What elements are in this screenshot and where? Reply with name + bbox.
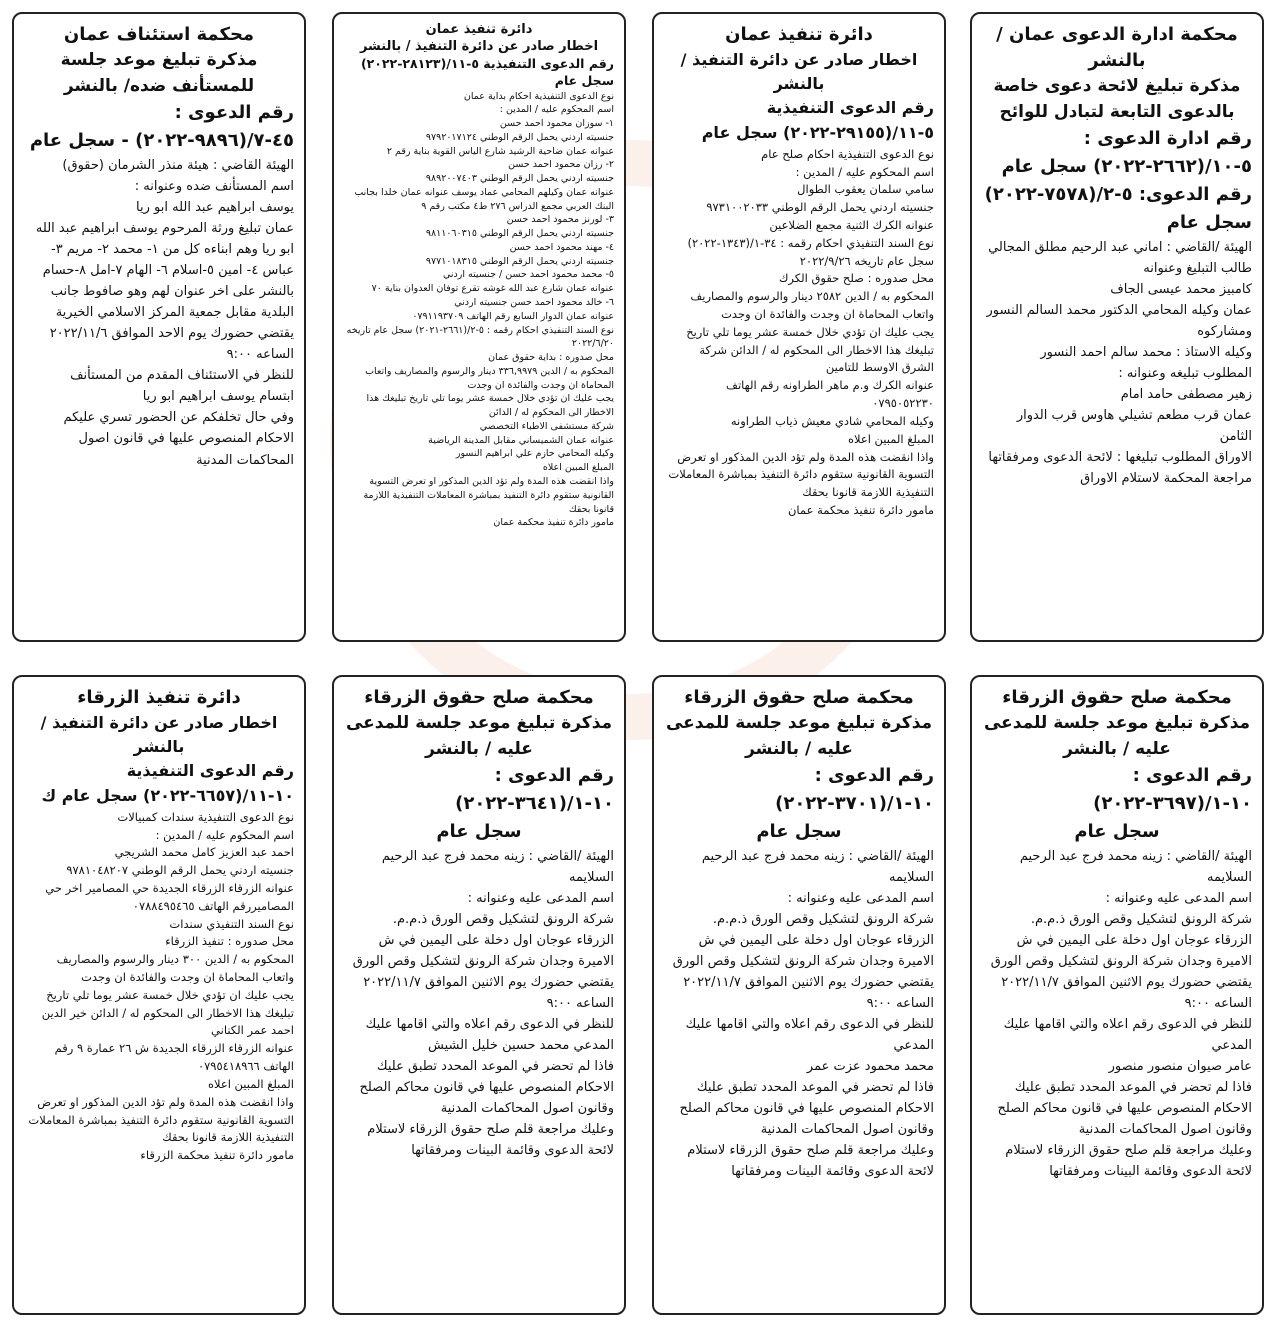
notice-line: زهير مصطفى حامد امام (1120, 387, 1252, 403)
notice-line: مامور دائرة تنفيذ محكمة عمان (493, 517, 614, 529)
notice-line: الهيئة /القاضي : اماني عبد الرحيم مطلق المجالي (988, 239, 1252, 255)
notice-line: الهيئة /القاضي : زينه محمد فرج عبد الرحيم السلايمه (381, 848, 614, 885)
notice-line: وعليك مراجعة قلم صلح حقوق الزرقاء لاستلام لائحة الدعوى وقائمة البينات ومرفقاتها (1005, 1143, 1252, 1180)
notice-line: اسم المدعى عليه وعنوانه : (467, 890, 614, 906)
notice-line: شركة الرونق لتشكيل وقص الورق ذ.م.م. (712, 911, 934, 927)
notice-subtitle: مذكرة تبليغ موعد جلسة للمستأنف ضده/ بالنشر (60, 50, 258, 96)
notice-line: اسم المدعى عليه وعنوانه : (787, 890, 934, 906)
notice-line: عنوانه الزرقاء الزرقاء الجديدة حي المصامير اخر حي المصاميررقم الهاتف ٠٧٨٨٤٩٥٤٦٥ (45, 880, 294, 913)
notice-body (982, 237, 1252, 490)
notice-line: اسم المدعى عليه وعنوانه : (1105, 890, 1252, 906)
notice-line: عنوانه عمان شارع عبد الله غوشه تقرع توفان العدوان بناية ٧٠ (371, 283, 614, 295)
notice-line: المطلوب تبليغه وعنوانه : (1118, 366, 1252, 382)
notice-subtitle: اخطار صادر عن دائرة التنفيذ / بالنشر (359, 38, 599, 54)
notice-line: نوع الدعوى التنفيذية احكام صلح عام (761, 146, 934, 161)
notice-line: واذا انقضت هذه المدة ولم تؤد الدين المذكور او تعرض التسوية القانونية ستقوم دائرة التنفيذ بمباشرة المعاملات التنفيذية اللازمة قانونا بحقك (668, 449, 934, 500)
notice-subtitle: مذكرة تبليغ موعد جلسة للمدعى عليه / بالنشر (345, 713, 613, 759)
notice-line: اسم المحكوم عليه / المدين : (499, 104, 614, 116)
notice-amman-execution-2 (332, 12, 626, 642)
notice-line: عنوانه الكرك و.م ماهر الطراونه رقم الهاتف ٠٧٩٥٠٥٢٢٣٠ (726, 378, 934, 411)
notice-line: فاذا لم تحضر في الموعد المحدد تطبق عليك الاحكام المنصوص عليها في قانون محاكم الصلح وقانون اصول المحاكمات المدنية (359, 1059, 614, 1117)
notice-line: وعليك مراجعة قلم صلح حقوق الزرقاء لاستلام لائحة الدعوى وقائمة البينات ومرفقاتها (687, 1143, 934, 1180)
notice-line: المبلغ المبين اعلاه (542, 462, 614, 474)
notice-title: محكمة صلح حقوق الزرقاء (1002, 687, 1232, 708)
notice-line: عنوانه عمان ضاحية الرشيد شارع الياس القوية بناية رقم ٢ (386, 145, 614, 157)
notice-line: نوع السند التنفيذي سندات (169, 916, 294, 931)
notice-line: يقتضي حضورك يوم الاثنين الموافق ٢٠٢٢/١١/٧ الساعه ٩:٠٠ (683, 975, 934, 1012)
notice-line: عمان قرب مطعم تشيلي هاوس قرب الدوار الثامن (1016, 408, 1252, 445)
notice-zarqa-civil-3701 (652, 675, 946, 1315)
case-number: رقم الدعوى : ١٠-١/(٣٦٤١-٢٠٢٢) (455, 765, 614, 814)
notice-amman-appeal (12, 12, 306, 642)
notice-line: محل صدوره : تنفيذ الزرقاء (165, 934, 294, 949)
notice-line: الهيئة /القاضي : زينه محمد فرج عبد الرحيم السلايمه (1019, 848, 1252, 885)
notice-amman-execution-1 (652, 12, 946, 642)
notice-line: وكيله المحامي شادي معيش ذياب الطراونه (730, 413, 934, 428)
notice-line: جنسيته اردني يحمل الرقم الوطني ٩٨٩٢٠٠٧٤٠٣ (425, 173, 614, 185)
notice-line: الزرقاء عوجان اول دخلة على اليمين في ش الاميرة وجدان شركة الرونق لتشكيل وقص الورق (990, 932, 1252, 969)
case-register: سجل عام (436, 820, 522, 842)
notice-line: ١- سوزان محمود احمد حسن (499, 118, 614, 130)
notice-subtitle: مذكرة تبليغ لائحة دعوى خاصة بالدعوى التابعة لتبادل للوائح (993, 76, 1241, 122)
notice-line: فاذا لم تحضر في الموعد المحدد تطبق عليك الاحكام المنصوص عليها في قانون محاكم الصلح وقانون اصول المحاكمات المدنية (679, 1080, 934, 1138)
notice-zarqa-civil-3641 (332, 675, 626, 1315)
case-number: رقم ادارة الدعوى : ٥-١٠/(٢٦٦٢-٢٠٢٢) سجل عام (1001, 128, 1252, 178)
notice-line: فاذا لم تحضر في الموعد المحدد تطبق عليك الاحكام المنصوص عليها في قانون محاكم الصلح وقانون اصول المحاكمات المدنية (997, 1080, 1252, 1138)
notice-line: شركة مستشفى الاطباء التخصصي (479, 420, 614, 432)
notice-line: عمان وكيله المحامي الدكتور محمد السالم النسور ومشاركوه (986, 302, 1252, 339)
notice-title: دائرة تنفيذ عمان (725, 24, 873, 45)
notice-line: مامور دائرة تنفيذ محكمة عمان (787, 502, 934, 517)
notice-line: جنسيته اردني يحمل الرقم الوطني ٩٧٧١٠١٨٣١٥ (425, 255, 614, 267)
notice-line: جنسيته اردني يحمل الرقم الوطني ٩٧٩٢٠١٧١٢٤ (425, 131, 614, 143)
notice-line: المحكوم به / الدين ٣٣٦,٩٩٧٩ دينار والرسوم والمصاريف واتعاب المحاماة ان وجدت والفائدة ان وجدت (365, 365, 614, 391)
notice-line: الزرقاء عوجان اول دخلة على اليمين في ش الاميرة وجدان شركة الرونق لتشكيل وقص الورق (352, 932, 614, 969)
case-number: رقم الدعوى التنفيذية ٥-١١/(٢٩١٥٥-٢٠٢٢) سجل عام (701, 98, 934, 142)
notice-line: سامي سلمان يعقوب الطوال (797, 182, 934, 197)
notice-line: يقتضي حضورك يوم الاحد الموافق ٢٠٢٢/١١/٦ الساعه ٩:٠٠ (49, 326, 294, 363)
notice-line: عنوانه عمان الدوار السابع رقم الهاتف ٠٧٩١١٩٣٧٠٩ (412, 310, 614, 322)
notice-line: اسم المحكوم عليه / المدين : (795, 164, 934, 179)
notice-line: وفي حال تخلفكم عن الحضور تسري عليكم الاحكام المنصوص عليها في قانون اصول المحاكمات المدنية (63, 410, 294, 468)
notice-line: للنظر في الاستئناف المقدم من المستأنف (70, 368, 294, 384)
notice-line: شركة الرونق لتشكيل وقص الورق ذ.م.م. (1030, 911, 1252, 927)
notice-line: عنوانه عمان الشميساني مقابل المدينة الرياضية (428, 434, 614, 446)
notice-line: للنظر في الدعوى رقم اعلاه والتي اقامها عليك المدعي (685, 1017, 934, 1054)
notice-line: ٤- مهند محمود احمد حسن (509, 241, 614, 253)
notice-line: نوع السند التنفيذي احكام رقمه : ٥-٢/(٢٦٦١-٢٠٢١) سجل عام تاريخه ٢٠٢٢/٦/٢٠ (346, 324, 614, 350)
notice-line: نوع الدعوى التنفيذية احكام بداية عمان (463, 90, 614, 102)
case-register: سجل عام (1074, 820, 1160, 842)
notice-line: عنوانه الزرقاء الزرقاء الجديدة ش ٢٦ عمارة ٩ رقم الهاتف ٠٧٩٥٤١٨٩٦٦ (54, 1041, 294, 1074)
case-number: رقم الدعوى: ٥-٢/(٧٥٧٨-٢٠٢٢) سجل عام (984, 183, 1252, 233)
notice-subtitle: مذكرة تبليغ موعد جلسة للمدعى عليه / بالنشر (665, 713, 933, 759)
notice-body (24, 155, 294, 471)
notice-line: اسم المحكوم عليه / المدين : (155, 827, 294, 842)
notice-line: جنسيته اردني يحمل الرقم الوطني ٩٧٣١٠٠٢٠٣٣ (706, 200, 934, 215)
notice-line: عمان تبليغ ورثة المرحوم يوسف ابراهيم عبد الله ابو ريا وهم ابناءه كل من ١- محمد ٢- مريم ٣- عباس ٤- امين ٥-اسلام ٦- الهام ٧-امل ٨-حسام بالنشر على اخر عنوان لهم وهو صافوط جانب البلدية مقابل جمعية المركز الاسلامي الخيرية (35, 221, 294, 321)
notice-line: ٦- خالد محمود احمد حسن جنسيته اردني (454, 297, 614, 309)
notice-amman-case-admin (970, 12, 1264, 642)
notice-line: للنظر في الدعوى رقم اعلاه والتي اقامها عليك المدعي (1003, 1017, 1252, 1054)
notice-title: محكمة ادارة الدعوى عمان /بالنشر (996, 24, 1238, 72)
notice-line: يجب عليك ان تؤدي خلال خمسة عشر يوما تلي تاريخ تبليغك هذا الاخطار الى المحكوم له / الدائن (366, 393, 614, 419)
notice-line: واذا انقضت هذه المدة ولم تؤد الدين المذكور او تعرض التسوية القانونية ستقوم دائرة التنفيذ بمباشرة المعاملات التنفيذية اللازمة قانونا بحقك (28, 1094, 294, 1145)
notice-line: وعليك مراجعة قلم صلح حقوق الزرقاء لاستلام لائحة الدعوى وقائمة البينات ومرفقاتها (367, 1122, 614, 1159)
notice-line: يوسف ابراهيم عبد الله ابو ريا (136, 199, 294, 215)
notice-line: يقتضي حضورك يوم الاثنين الموافق ٢٠٢٢/١١/٧ الساعه ٩:٠٠ (363, 975, 614, 1012)
notice-line: للنظر في الدعوى رقم اعلاه والتي اقامها عليك المدعي محمد حسين خليل الشيش (365, 1017, 614, 1054)
notice-subtitle: مذكرة تبليغ موعد جلسة للمدعى عليه / بالنشر (983, 713, 1251, 759)
notice-line: المبلغ المبين اعلاه (207, 1076, 294, 1091)
notice-line: شركة الرونق لتشكيل وقص الورق ذ.م.م. (392, 911, 614, 927)
notice-subtitle: اخطار صادر عن دائرة التنفيذ / بالنشر (40, 713, 278, 757)
notice-title: محكمة استئناف عمان (63, 24, 255, 45)
case-number: رقم الدعوى : ٤٥-٧/(٩٨٩٦-٢٠٢٢) - سجل عام (29, 102, 294, 151)
notice-zarqa-execution (12, 675, 306, 1315)
notice-line: نوع السند التنفيذي احكام رقمه : ٣٤-١/(١٣٤٣-٢٠٢٢) سجل عام تاريخه ٢٠٢٢/٩/٢٦ (687, 235, 934, 268)
case-number: رقم الدعوى التنفيذية ٥-١١/(٢٨١٢٣-٢٠٢٢) سجل عام (360, 55, 614, 88)
notice-subtitle: اخطار صادر عن دائرة التنفيذ / بالنشر (680, 50, 918, 94)
notice-line: ٣- لورنز محمود احمد حسن (506, 214, 614, 226)
notice-line: كامبيز محمد عيسى الجاف (1110, 281, 1252, 297)
notice-line: ٢- رزان محمود احمد حسن (508, 159, 614, 171)
notice-line: المبلغ المبين اعلاه (847, 431, 934, 446)
notice-line: جنسيته اردني يحمل الرقم الوطني ٩٧٨١٠٤٨٢٠٧ (66, 863, 294, 878)
notice-line: طالب التبليغ وعنوانه (1143, 260, 1252, 276)
notice-line: يجب عليك ان تؤدي خلال خمسة عشر يوما تلي تاريخ تبليغك هذا الاخطار الى المحكوم له / الدائن خير الدين احمد عمر الكناني (41, 987, 294, 1038)
case-number: رقم الدعوى : ١٠-١/(٣٦٩٧-٢٠٢٢) (1093, 765, 1252, 814)
notice-line: نوع الدعوى التنفيذية سندات كمبيالات (117, 809, 294, 824)
case-number: رقم الدعوى : ١٠-١/(٣٧٠١-٢٠٢٢) (775, 765, 934, 814)
notice-line: المحكوم به / الدين ٣٠٠ دينار والرسوم والمصاريف واتعاب المحاماة ان وجدت والفائدة ان وجدت (56, 952, 294, 984)
notice-body (344, 846, 614, 1162)
case-number: رقم الدعوى التنفيذية ١٠-١١/(٦٦٥٧-٢٠٢٢) سجل عام ك (41, 761, 294, 805)
notice-line: عنوانه الكرك الثنية مجمع الضلاعين (769, 217, 934, 232)
notice-line: عامر صيوان منصور منصور (1108, 1059, 1252, 1075)
notice-line: محل صدوره : بداية حقوق عمان (488, 352, 614, 364)
notice-title: محكمة صلح حقوق الزرقاء (684, 687, 914, 708)
notice-body (344, 90, 614, 531)
notice-body (664, 846, 934, 1183)
notice-line: وكيله المحامي حازم علي ابراهيم النسور (455, 448, 614, 460)
notice-line: ابتسام يوسف ابراهيم ابو ريا (142, 389, 294, 405)
notice-title: محكمة صلح حقوق الزرقاء (364, 687, 594, 708)
notice-line: يجب عليك ان تؤدي خلال خمسة عشر يوما تلي تاريخ تبليغك هذا الاخطار الى المحكوم له / الدائن شركة الشرق الاوسط للتامين (686, 324, 934, 375)
notice-line: يقتضي حضورك يوم الاثنين الموافق ٢٠٢٢/١١/٧ الساعه ٩:٠٠ (1001, 975, 1252, 1012)
notice-line: احمد عبد العزيز كامل محمد الشريجي (114, 845, 294, 860)
notice-line: الهيئة /القاضي : زينه محمد فرج عبد الرحيم السلايمه (701, 848, 934, 885)
case-register: سجل عام (756, 820, 842, 842)
notice-body (24, 809, 294, 1165)
notice-line: الهيئة القاضي : هيئة منذر الشرمان (حقوق) (62, 157, 294, 173)
notice-line: عنوانه عمان وكيلهم المحامي عماد يوسف عنوانه عمان خلدا بجانب البنك العربي مجمع الدراس ٢٧٦ ط٤ مكتب رقم ٩ (354, 186, 614, 212)
notice-line: اسم المستأنف ضده وعنوانه : (134, 178, 294, 194)
notice-line: ٥- محمد محمود احمد حسن / جنسيته اردني (442, 269, 614, 281)
notice-title: دائرة تنفيذ الزرقاء (77, 687, 241, 708)
notice-line: واذا انقضت هذه المدة ولم تؤد الدين المذكور او تعرض التسوية القانونية ستقوم دائرة التنفيذ بمباشرة المعاملات التنفيذية اللازمة قانونا بحقك (363, 475, 614, 515)
notice-body (982, 846, 1252, 1183)
notice-line: محل صدوره : صلح حقوق الكرك (778, 271, 934, 286)
notice-line: الاوراق المطلوب تبليغها : لائحة الدعوى ومرفقاتها مراجعة المحكمة لاستلام الاوراق (988, 450, 1252, 487)
notice-line: محمد محمود عزت عمر (806, 1059, 934, 1075)
notice-line: وكيله الاستاذ : محمد سالم احمد النسور (1040, 344, 1252, 360)
notice-line: المحكوم به / الدين ٢٥٨٢ دينار والرسوم والمصاريف واتعاب المحاماة ان وجدت والفائدة ان وجدت (690, 289, 934, 321)
notice-line: الزرقاء عوجان اول دخلة على اليمين في ش الاميرة وجدان شركة الرونق لتشكيل وقص الورق (672, 932, 934, 969)
notice-body (664, 146, 934, 520)
notice-title: دائرة تنفيذ عمان (425, 22, 533, 37)
notice-zarqa-civil-3697 (970, 675, 1264, 1315)
notice-line: مامور دائرة تنفيذ محكمة الزرقاء (140, 1148, 294, 1163)
notice-line: جنسيته اردني يحمل الرقم الوطني ٩٨١١٠٦٠٣١٥ (425, 228, 614, 240)
